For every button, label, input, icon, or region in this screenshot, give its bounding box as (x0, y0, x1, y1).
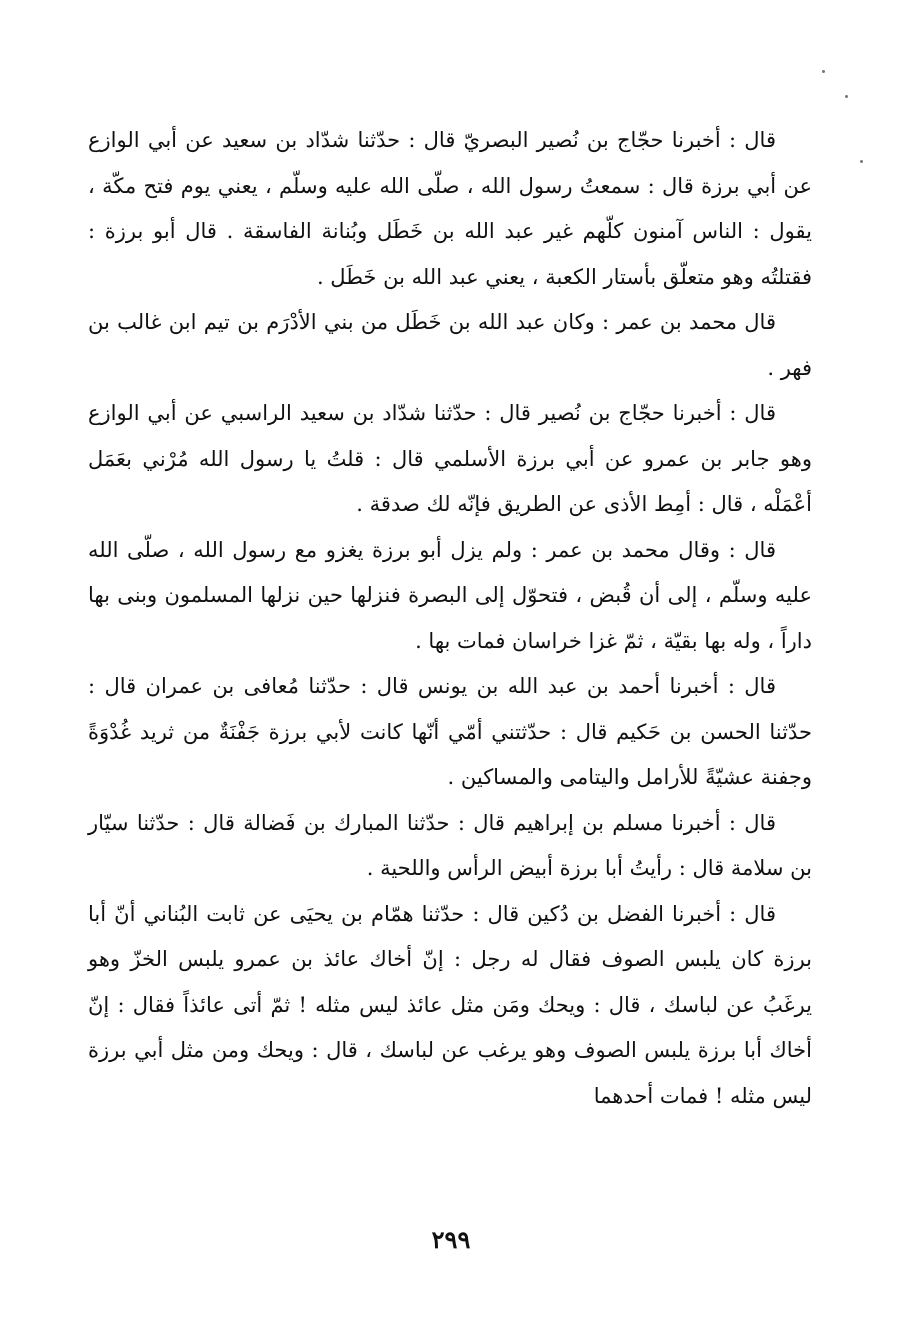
paragraph-1: قال : أخبرنا حجّاج بن نُصير البصريّ قال : حدّثنا شدّاد بن سعيد عن أبي الوازع عن أبي برزة قال : سمعتُ رسول الله ، صلّى الله عليه وسلّم ، يعني يوم فتح مكّة ، يقول : الناس آمنون كلّهم غير عبد الله بن خَطَل وبُنانة الفاسقة . قال أبو برزة : فقتلتُه وهو متعلّق بأستار الكعبة ، يعني عبد الله بن خَطَل . (88, 128, 812, 289)
paragraph-5: قال : أخبرنا أحمد بن عبد الله بن يونس قال : حدّثنا مُعافى بن عمران قال : حدّثنا الحسن بن حَكيم قال : حدّثتني أمّي أنّها كانت لأبي برزة جَفْنَةٌ من ثريد غُدْوَةً وجفنة عشيّةً للأرامل واليتامى والمساكين . (88, 674, 812, 789)
main-text (88, 118, 812, 1119)
paragraph-2: قال محمد بن عمر : وكان عبد الله بن خَطَل من بني الأدْرَم بن تيم ابن غالب بن فهر . (88, 310, 812, 380)
paragraph-7: قال : أخبرنا الفضل بن دُكين قال : حدّثنا همّام بن يحيَى عن ثابت البُناني أنّ أبا برزة كان يلبس الصوف فقال له رجل : إنّ أخاك عائذ بن عمرو يلبس الخزّ وهو يرغَبُ عن لباسك ، قال : ويحك ومَن مثل عائذ ليس مثله ! ثمّ أتى عائذاً فقال : إنّ أخاك أبا برزة يلبس الصوف وهو يرغب عن لباسك ، قال : ويحك ومن مثل أبي برزة ليس مثله ! فمات أحدهما (88, 901, 813, 1108)
paper-speck (822, 70, 825, 73)
paper-speck (845, 95, 848, 98)
page-number: ٢٩٩ (431, 1225, 471, 1254)
paragraph-3: قال : أخبرنا حجّاج بن نُصير قال : حدّثنا شدّاد بن سعيد الراسبي عن أبي الوازع وهو جابر بن عمرو عن أبي برزة الأسلمي قال : قلتُ يا رسول الله مُرْني بعَمَل أعْمَلْه ، قال : أمِط الأذى عن الطريق فإنّه لك صدقة . (88, 401, 812, 516)
paper-speck (860, 160, 863, 163)
paragraph-6: قال : أخبرنا مسلم بن إبراهيم قال : حدّثنا المبارك بن فَضالة قال : حدّثنا سيّار بن سلامة قال : رأيتُ أبا برزة أبيض الرأس واللحية . (88, 810, 812, 880)
paragraph-4: قال : وقال محمد بن عمر : ولم يزل أبو برزة يغزو مع رسول الله ، صلّى الله عليه وسلّم ، إلى أن قُبض ، فتحوّل إلى البصرة فنزلها حين نزلها المسلمون وبنى بها داراً ، وله بها بقيّة ، ثمّ غزا خراسان فمات بها . (88, 537, 812, 653)
